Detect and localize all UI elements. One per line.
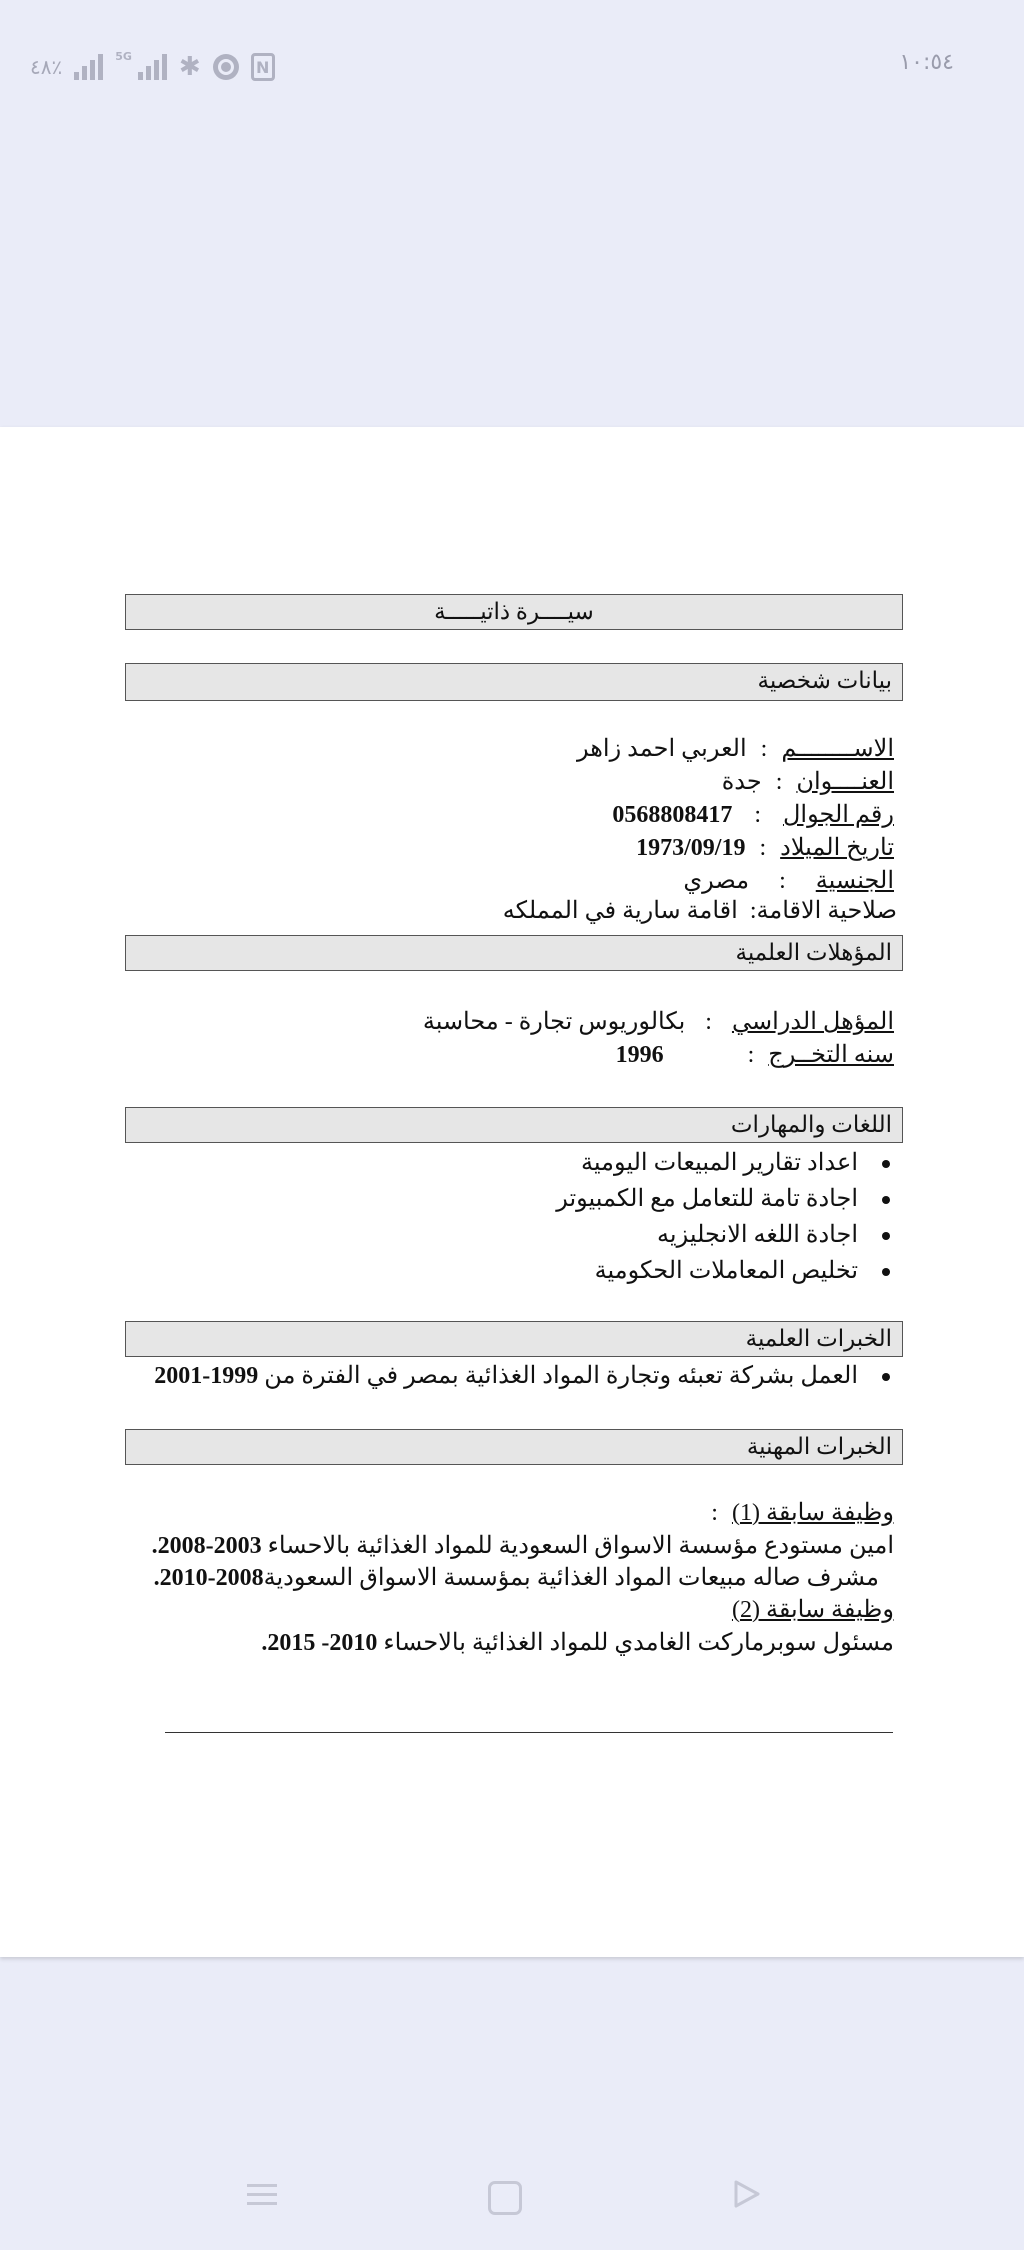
residence-value: اقامة سارية في المملكه xyxy=(502,898,738,924)
name-label: الاســــــــم xyxy=(781,736,894,762)
professional-heading: الخبرات المهنية xyxy=(125,1429,903,1465)
skills-heading: اللغات والمهارات xyxy=(125,1107,903,1143)
clock: ١٠:٥٤ xyxy=(899,50,954,75)
job2-line1 xyxy=(261,1628,894,1658)
scientific-item-text: العمل بشركة تعبئه وتجارة المواد الغذائية بمصر في الفترة من xyxy=(264,1363,858,1389)
skill-item: تخليص المعاملات الحكومية xyxy=(556,1253,894,1289)
dob-value: 1973/09/19 xyxy=(636,835,746,861)
skills-list xyxy=(556,1145,894,1289)
back-button[interactable] xyxy=(730,2178,764,2212)
name-row: الاســــــــم:العربي احمد زاهر xyxy=(577,736,894,762)
degree-row: المؤهل الدراسي:بكالوريوس تجارة - محاسبة xyxy=(422,1009,894,1035)
nationality-label: الجنسية xyxy=(815,868,894,894)
skill-item: اجادة اللغه الانجليزيه xyxy=(556,1217,894,1253)
navigation-bar xyxy=(0,2140,1024,2250)
scientific-item xyxy=(154,1358,894,1394)
residence-row xyxy=(503,896,897,926)
nationality-value: مصري xyxy=(683,868,750,894)
job1-line2-text: مشرف صاله مبيعات المواد الغذائية بمؤسسة الاسواق السعودية xyxy=(263,1565,879,1591)
signal-icon xyxy=(74,54,103,80)
graduation-label: سنه التخــرج xyxy=(768,1042,894,1068)
document-divider xyxy=(165,1732,893,1733)
address-row: العنــــوان:جدة xyxy=(721,769,894,795)
personal-heading: بيانات شخصية xyxy=(125,663,903,701)
name-value: العربي احمد زاهر xyxy=(577,736,747,762)
job1-line1 xyxy=(152,1531,894,1561)
job1-line2-years: 2008-2010. xyxy=(153,1565,264,1591)
mobile-row: رقم الجوال:0568808417 xyxy=(612,802,894,828)
recent-apps-button[interactable] xyxy=(245,2178,279,2212)
job2-line1-text: مسئول سوبرماركت الغامدي للمواد الغذائية بالاحساء xyxy=(383,1630,894,1656)
dob-row: تاريخ الميلاد:1973/09/19 xyxy=(636,835,894,861)
nfc-icon: N xyxy=(251,53,275,81)
network-type: 5G xyxy=(115,50,132,63)
battery-level: ٤٨٪ xyxy=(30,55,63,79)
dob-label: تاريخ الميلاد xyxy=(780,835,894,861)
residence-label: صلاحية الاقامة: xyxy=(749,898,897,924)
job1-line1-years: 2003-2008. xyxy=(151,1533,262,1559)
mobile-label: رقم الجوال xyxy=(782,802,894,828)
home-button[interactable] xyxy=(488,2181,522,2215)
job2-heading-row xyxy=(732,1595,894,1625)
graduation-row: سنه التخــرج:1996 xyxy=(615,1042,894,1068)
qualifications-heading: المؤهلات العلمية xyxy=(125,935,903,971)
document-page[interactable] xyxy=(0,427,1024,1957)
job1-line1-text: امين مستودع مؤسسة الاسواق السعودية للمواد الغذائية بالاحساء xyxy=(267,1533,894,1559)
job1-label: وظيفة سابقة (1) xyxy=(731,1500,894,1526)
status-icons xyxy=(30,50,275,84)
scientific-item-years: 1999-2001 xyxy=(154,1363,259,1389)
job1-line2 xyxy=(154,1563,879,1593)
degree-label: المؤهل الدراسي xyxy=(731,1009,894,1035)
address-value: جدة xyxy=(721,769,762,795)
bluetooth-icon: ✱ xyxy=(178,52,201,82)
job2-label: وظيفة سابقة (2) xyxy=(731,1597,894,1623)
address-label: العنــــوان xyxy=(796,769,894,795)
graduation-value: 1996 xyxy=(615,1042,664,1068)
status-bar xyxy=(0,0,1024,130)
signal-5g-icon xyxy=(138,54,167,80)
skill-item: اعداد تقارير المبيعات اليومية xyxy=(556,1145,894,1181)
nationality-row: الجنسية:مصري xyxy=(683,868,894,894)
cv-document xyxy=(0,427,1024,1957)
cv-title: سيــــرة ذاتيـــــة xyxy=(125,594,903,630)
sync-icon xyxy=(213,54,239,80)
job1-heading-row: وظيفة سابقة (1): xyxy=(711,1500,894,1526)
scientific-heading: الخبرات العلمية xyxy=(125,1321,903,1357)
mobile-value: 0568808417 xyxy=(612,802,733,828)
skill-item: اجادة تامة للتعامل مع الكمبيوتر xyxy=(556,1181,894,1217)
job2-line1-years: 2010- 2015. xyxy=(261,1630,378,1656)
scientific-list xyxy=(154,1358,894,1394)
back-icon xyxy=(730,2178,762,2210)
degree-value: بكالوريوس تجارة - محاسبة xyxy=(422,1009,686,1035)
